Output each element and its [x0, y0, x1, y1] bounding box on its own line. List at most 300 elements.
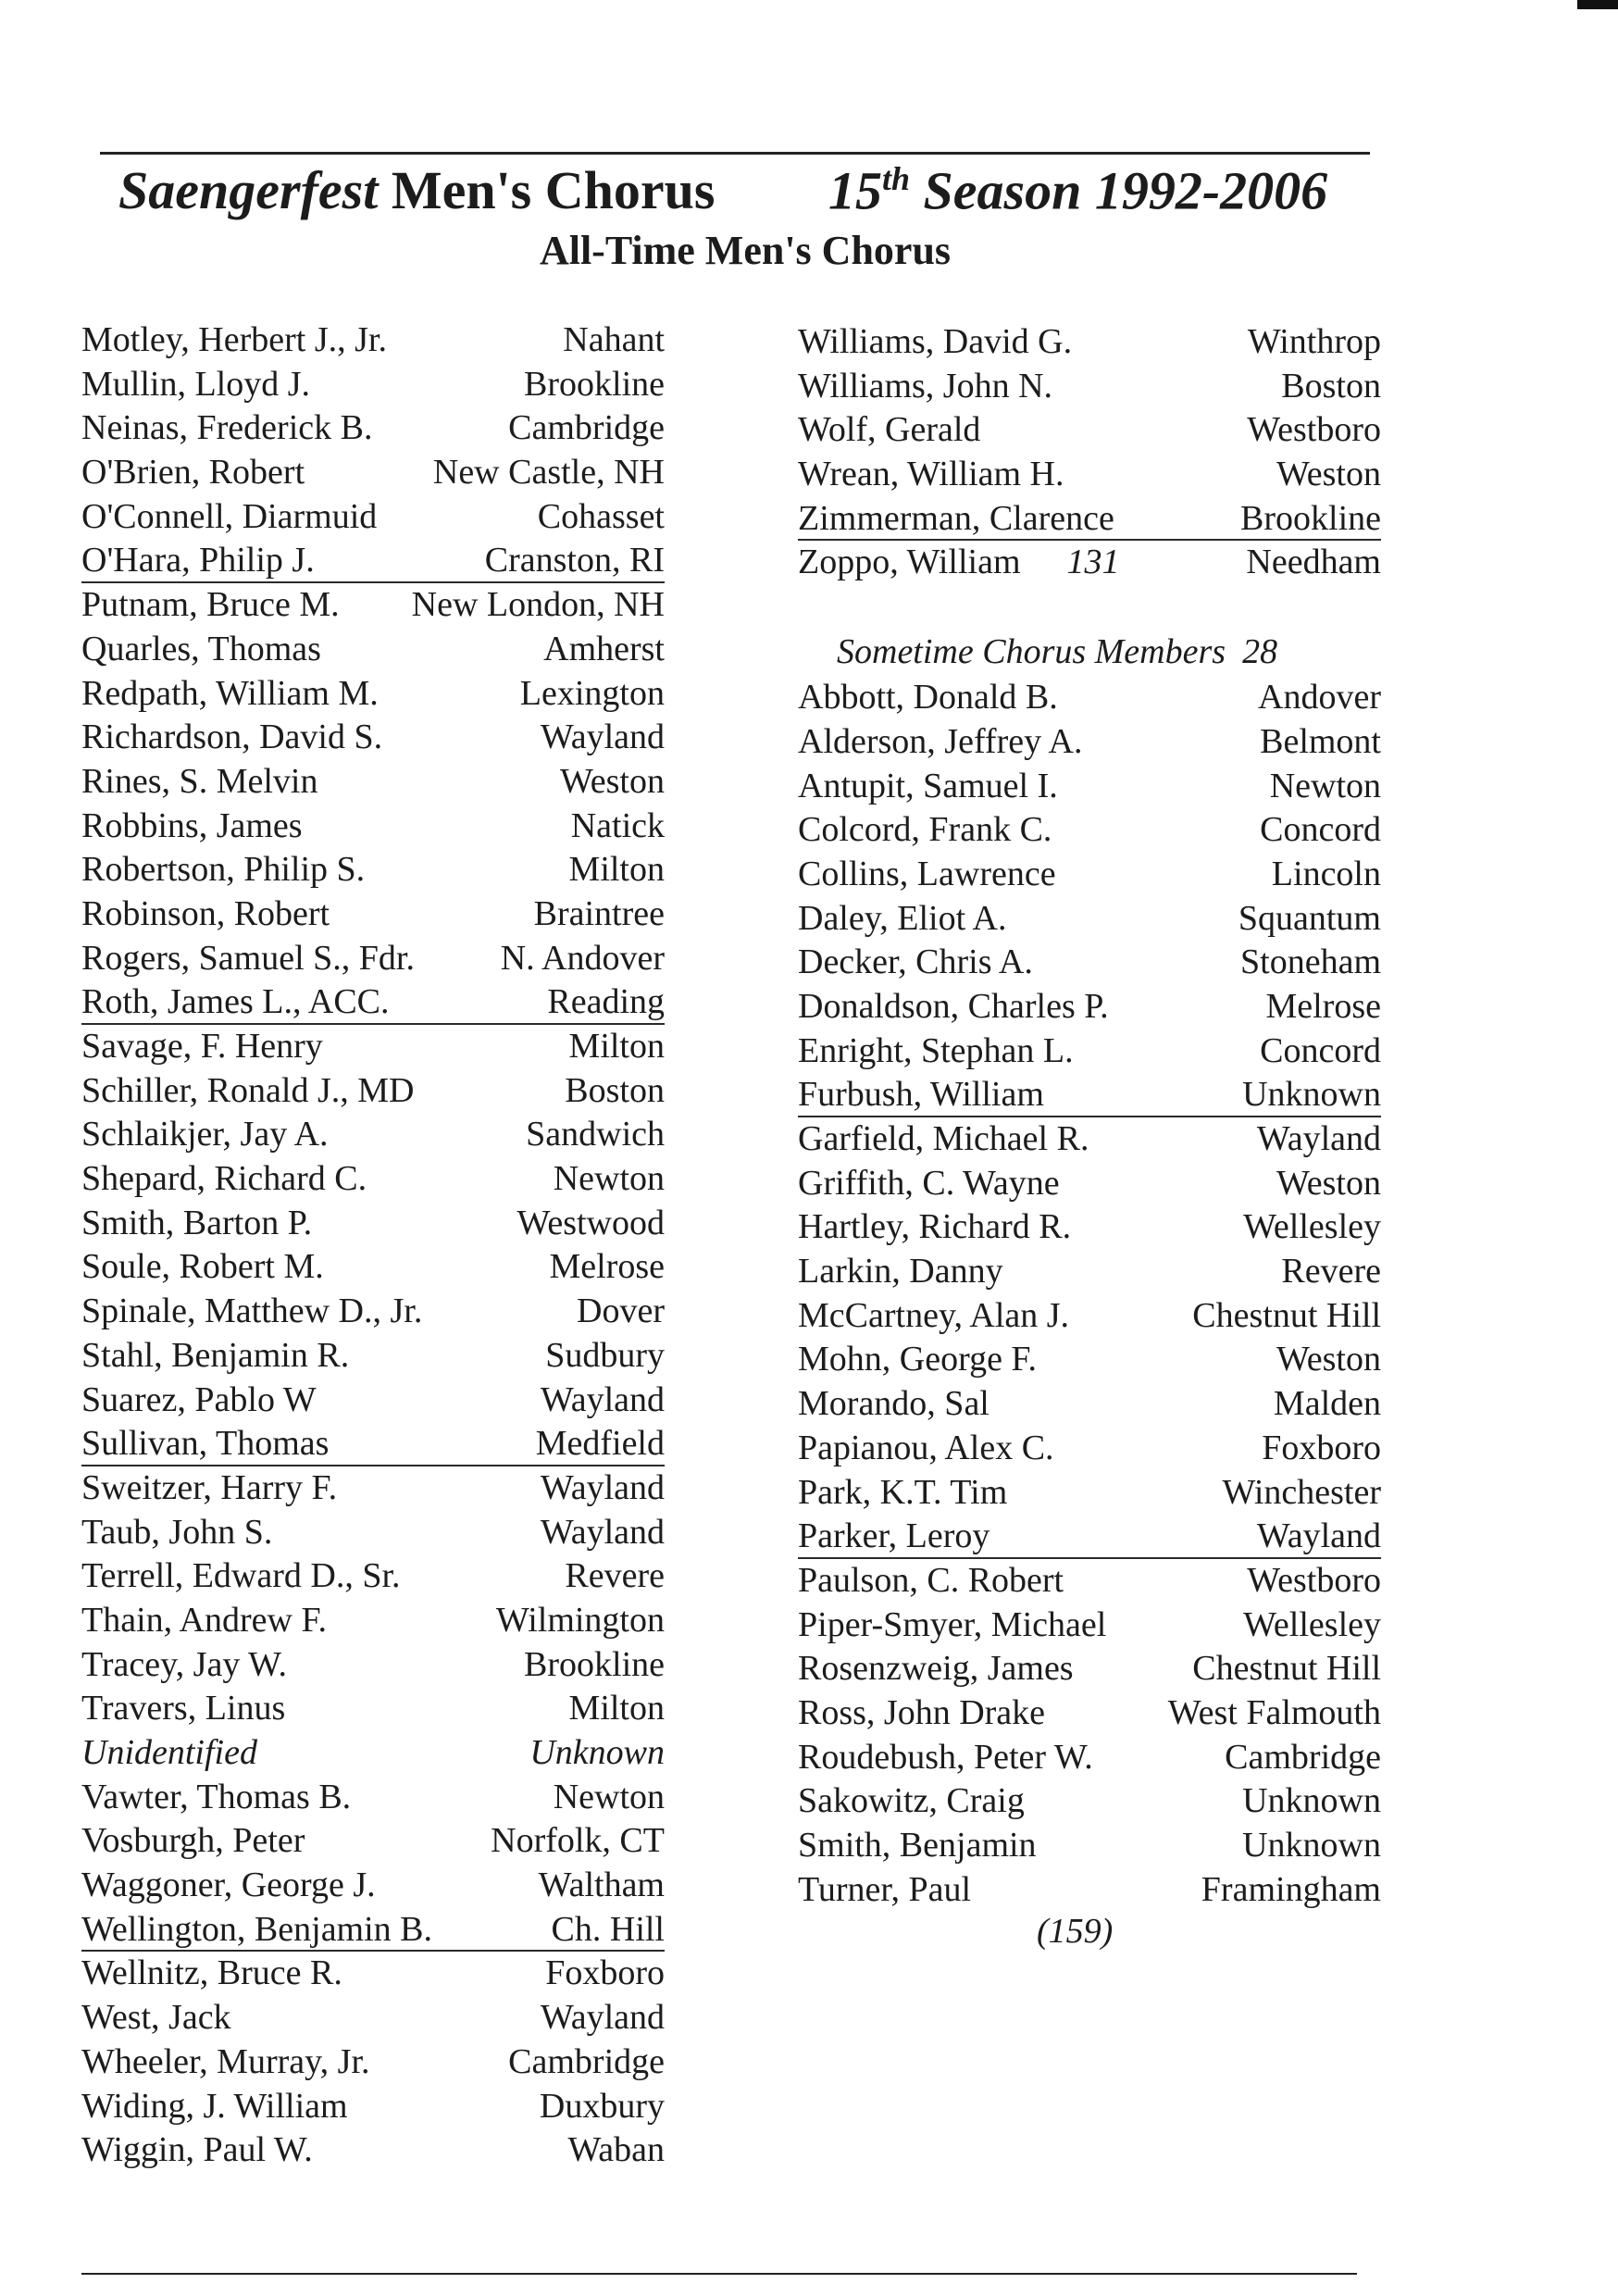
member-name: Redpath, William M.	[81, 673, 379, 713]
member-town: Wayland	[540, 1379, 665, 1419]
member-name-cell	[798, 853, 1056, 897]
member-row	[798, 1779, 1381, 1824]
member-row	[798, 320, 1381, 365]
member-town: Milton	[568, 850, 665, 890]
member-name: Wellington, Benjamin B.	[81, 1909, 433, 1949]
member-row	[798, 1338, 1381, 1382]
page-subtitle: All-Time Men's Chorus	[539, 228, 952, 273]
bottom-rule	[81, 2273, 1357, 2275]
member-name-cell	[81, 1379, 317, 1423]
member-name: Schiller, Ronald J., MD	[81, 1070, 415, 1110]
member-town: Unknown	[1242, 1075, 1381, 1115]
member-town: Milton	[568, 1689, 665, 1728]
member-name-cell	[81, 1996, 231, 2040]
member-name: Larkin, Danny	[798, 1252, 1003, 1292]
member-name-cell	[798, 1073, 1044, 1116]
member-town: Newton	[553, 1777, 665, 1816]
member-town: Andover	[1258, 678, 1381, 718]
member-name-cell	[81, 716, 382, 760]
member-town: Concord	[1260, 1030, 1381, 1070]
member-town: Weston	[559, 761, 665, 801]
member-town: Melrose	[1265, 986, 1381, 1026]
member-name-cell	[81, 1069, 414, 1114]
member-row	[798, 1427, 1381, 1471]
member-row	[798, 497, 1381, 542]
member-row	[81, 363, 665, 407]
season-rest: Season 1992-2006	[910, 160, 1328, 221]
member-row	[81, 1554, 665, 1599]
member-name: Putnam, Bruce M.	[81, 585, 340, 625]
member-name-cell	[81, 1157, 367, 1202]
member-town: Lincoln	[1271, 854, 1381, 893]
member-name: Turner, Paul	[798, 1869, 972, 1909]
member-name-cell	[81, 406, 372, 451]
member-row	[81, 1466, 665, 1511]
member-town: Malden	[1273, 1384, 1381, 1424]
member-name: Mohn, George F.	[798, 1340, 1038, 1379]
member-name: Rosenzweig, James	[798, 1649, 1074, 1689]
member-name-cell	[798, 365, 1052, 409]
brand-name: Saengerfest	[118, 160, 379, 220]
member-row	[81, 848, 665, 892]
member-name: Wheeler, Murray, Jr.	[81, 2041, 370, 2081]
member-town: Revere	[1281, 1252, 1381, 1292]
member-town: Revere	[565, 1556, 665, 1596]
member-name: McCartney, Alan J.	[798, 1295, 1070, 1335]
member-row	[81, 1908, 665, 1953]
member-name-cell	[798, 1647, 1074, 1691]
member-town: Wilmington	[495, 1600, 665, 1640]
member-row	[81, 892, 665, 937]
member-town: Milton	[568, 1027, 665, 1066]
member-name-cell	[81, 980, 390, 1023]
member-town: Needham	[1246, 543, 1381, 582]
member-name-cell	[798, 1471, 1007, 1516]
member-town: Natick	[570, 805, 665, 845]
member-town: Wayland	[540, 1512, 665, 1552]
member-row	[81, 980, 665, 1025]
member-town: Weston	[1276, 455, 1381, 494]
member-town: Wayland	[1256, 1516, 1381, 1556]
member-town: New London, NH	[411, 585, 665, 625]
member-name-cell	[798, 1515, 989, 1557]
member-row	[81, 1202, 665, 1246]
member-town: Cambridge	[1225, 1737, 1381, 1777]
member-name: Antupit, Samuel I.	[798, 766, 1058, 805]
member-name: Enright, Stephan L.	[798, 1030, 1074, 1070]
member-row	[798, 408, 1381, 453]
member-name-cell	[81, 937, 415, 981]
member-row	[798, 1647, 1381, 1691]
member-row	[798, 365, 1381, 409]
member-name: Ross, John Drake	[798, 1692, 1046, 1732]
member-name: Sakowitz, Craig	[798, 1781, 1025, 1821]
member-row	[81, 1952, 665, 1996]
member-name: Sweitzer, Harry F.	[81, 1467, 338, 1507]
left-member-list	[81, 318, 665, 2173]
member-town: Sandwich	[526, 1115, 665, 1154]
member-name: O'Brien, Robert	[81, 453, 305, 493]
member-name-cell	[81, 1334, 349, 1379]
member-town: Wellesley	[1243, 1604, 1381, 1644]
member-name-cell	[798, 1779, 1025, 1824]
member-town: Unknown	[1242, 1826, 1381, 1865]
member-town: Westboro	[1247, 1560, 1381, 1600]
member-name-cell	[798, 1294, 1069, 1339]
member-row	[798, 1205, 1381, 1250]
member-row	[81, 1819, 665, 1864]
member-name: Shepard, Richard C.	[81, 1159, 367, 1199]
member-name: Wrean, William H.	[798, 455, 1064, 494]
member-row	[81, 1864, 665, 1908]
member-row	[798, 941, 1381, 985]
member-name-cell	[81, 1290, 422, 1334]
member-row	[81, 451, 665, 495]
member-name: Decker, Chris A.	[798, 942, 1033, 982]
member-row	[798, 541, 1381, 585]
member-name-cell	[81, 318, 387, 363]
member-row	[81, 1996, 665, 2040]
member-row	[81, 1245, 665, 1290]
member-town: Wellesley	[1243, 1207, 1381, 1247]
member-row	[798, 1294, 1381, 1339]
member-name-cell	[81, 583, 340, 628]
member-name-cell	[798, 1736, 1093, 1780]
member-name: Daley, Eliot A.	[798, 898, 1007, 938]
member-row	[798, 1250, 1381, 1294]
member-name: Stahl, Benjamin R.	[81, 1335, 350, 1375]
member-name-cell	[798, 765, 1058, 809]
member-town: Newton	[553, 1159, 665, 1199]
member-town: Winchester	[1222, 1472, 1381, 1512]
member-town: Framingham	[1201, 1869, 1381, 1909]
season-ordinal: th	[882, 160, 911, 197]
member-town: Chestnut Hill	[1192, 1295, 1381, 1335]
member-name: Morando, Sal	[798, 1384, 989, 1424]
member-row	[81, 1731, 665, 1776]
member-row	[798, 1117, 1381, 1162]
member-name-cell	[798, 1338, 1037, 1382]
member-name: Schlaikjer, Jay A.	[81, 1115, 329, 1154]
member-name-cell	[81, 848, 365, 892]
member-row	[798, 1691, 1381, 1736]
page-header	[0, 159, 1618, 298]
member-name: Mullin, Lloyd J.	[81, 364, 311, 404]
member-name: Travers, Linus	[81, 1689, 286, 1728]
member-name-cell	[81, 760, 317, 805]
member-row	[798, 1559, 1381, 1603]
member-name: Spinale, Matthew D., Jr.	[81, 1292, 423, 1331]
member-name-cell	[798, 897, 1007, 942]
member-name: Hartley, Richard R.	[798, 1207, 1072, 1247]
member-town: Chestnut Hill	[1192, 1649, 1381, 1689]
section-gap	[798, 585, 1381, 628]
member-town: Unknown	[529, 1733, 665, 1772]
sometime-members-list	[798, 676, 1381, 1912]
member-name: Alderson, Jeffrey A.	[798, 721, 1083, 761]
member-town: Stoneham	[1240, 942, 1381, 982]
member-name-cell	[81, 805, 303, 849]
member-row	[798, 1073, 1381, 1117]
member-name-cell	[798, 541, 1120, 585]
member-name: Suarez, Pablo W	[81, 1379, 317, 1419]
member-name: Roudebush, Peter W.	[798, 1737, 1093, 1777]
member-name: Garfield, Michael R.	[798, 1119, 1089, 1158]
member-name: Smith, Benjamin	[798, 1826, 1037, 1865]
member-town: Brookline	[524, 1644, 665, 1684]
member-name: Smith, Barton P.	[81, 1203, 313, 1242]
title-rest: Men's Chorus	[378, 160, 716, 220]
member-name: Vawter, Thomas B.	[81, 1777, 352, 1816]
member-name-cell	[81, 451, 305, 495]
member-row	[798, 676, 1381, 720]
member-name: Taub, John S.	[81, 1512, 273, 1552]
member-name-cell	[798, 808, 1052, 853]
member-name-cell	[798, 720, 1082, 765]
member-name: Collins, Lawrence	[798, 854, 1056, 893]
member-name-cell	[81, 363, 310, 407]
member-name-cell	[81, 1776, 351, 1820]
member-town: Squantum	[1238, 898, 1381, 938]
member-town: Unknown	[1242, 1781, 1381, 1821]
scan-edge-mark	[1577, 0, 1618, 9]
member-row	[81, 672, 665, 717]
member-town: Amherst	[543, 629, 665, 668]
member-town: Belmont	[1260, 721, 1381, 761]
member-row	[798, 1471, 1381, 1516]
member-row	[81, 2085, 665, 2129]
member-row	[81, 1643, 665, 1688]
member-row	[798, 897, 1381, 942]
member-name: Paulson, C. Robert	[798, 1560, 1064, 1600]
member-row	[81, 1290, 665, 1334]
member-name-cell	[81, 1819, 305, 1864]
member-name-cell	[81, 628, 321, 672]
member-name: Piper-Smyer, Michael	[798, 1604, 1107, 1644]
member-name: Wolf, Gerald	[798, 410, 981, 450]
member-row	[81, 1157, 665, 1202]
member-name: Widing, J. William	[81, 2086, 348, 2126]
right-member-list	[798, 320, 1381, 1912]
member-town: Westwood	[517, 1203, 665, 1242]
member-row	[81, 760, 665, 805]
member-town: Waltham	[538, 1866, 665, 1905]
member-name: O'Hara, Philip J.	[81, 541, 315, 580]
member-town: Winthrop	[1247, 322, 1381, 361]
member-name: Thain, Andrew F.	[81, 1600, 328, 1640]
member-name-cell	[81, 1864, 376, 1908]
member-row	[81, 1687, 665, 1731]
member-name-cell	[81, 672, 379, 717]
member-name-cell	[81, 1025, 323, 1069]
member-town: Concord	[1260, 810, 1381, 850]
member-name: Savage, F. Henry	[81, 1027, 323, 1066]
member-name-cell	[798, 1824, 1037, 1868]
season-title	[828, 159, 1327, 221]
member-row	[81, 1511, 665, 1555]
member-name: Colcord, Frank C.	[798, 810, 1052, 850]
member-town: Medfield	[535, 1424, 665, 1464]
member-town: Sudbury	[545, 1335, 665, 1375]
page-total-count: (159)	[1037, 1912, 1114, 1951]
member-name: Robertson, Philip S.	[81, 850, 366, 890]
member-town: New Castle, NH	[432, 453, 665, 493]
member-name-cell	[81, 1245, 324, 1290]
member-row	[798, 1515, 1381, 1559]
member-name-cell	[81, 2128, 313, 2173]
member-town: Ch. Hill	[551, 1909, 665, 1949]
member-name-cell	[81, 1731, 257, 1776]
member-name-cell	[798, 1603, 1106, 1648]
member-town: Braintree	[533, 893, 665, 933]
member-name: Waggoner, George J.	[81, 1866, 376, 1905]
member-row	[81, 2128, 665, 2173]
member-name-cell	[798, 676, 1058, 720]
member-name-cell	[81, 2040, 370, 2085]
member-name-cell	[798, 941, 1033, 985]
member-name-cell	[81, 1202, 312, 1246]
member-name: Park, K.T. Tim	[798, 1472, 1008, 1512]
sometime-count: 28	[1242, 632, 1278, 672]
member-name-cell	[798, 1162, 1060, 1206]
member-row	[798, 1868, 1381, 1913]
member-name-cell	[81, 1952, 342, 1996]
member-name: Donaldson, Charles P.	[798, 986, 1109, 1026]
member-name-cell	[798, 1250, 1003, 1294]
member-row	[798, 720, 1381, 765]
member-name: Richardson, David S.	[81, 718, 383, 757]
member-town: Dover	[577, 1292, 665, 1331]
member-town: Cranston, RI	[484, 541, 665, 580]
member-count: 131	[1066, 543, 1120, 582]
chorus-title	[118, 159, 715, 221]
member-town: Newton	[1269, 766, 1381, 805]
member-row	[798, 985, 1381, 1029]
member-town: Wayland	[540, 1467, 665, 1507]
member-name: Sullivan, Thomas	[81, 1424, 330, 1464]
member-row	[798, 1162, 1381, 1206]
member-row	[81, 406, 665, 451]
member-town: Westboro	[1247, 410, 1381, 450]
member-name: Robinson, Robert	[81, 893, 330, 933]
member-name-cell	[798, 1868, 971, 1913]
member-name: Zoppo, William	[798, 543, 1021, 582]
member-row	[81, 1025, 665, 1069]
member-name-cell	[81, 2085, 348, 2129]
member-name-cell	[81, 1599, 327, 1643]
member-name: Terrell, Edward D., Sr.	[81, 1556, 401, 1596]
member-name-cell	[798, 408, 980, 453]
member-town: West Falmouth	[1167, 1692, 1381, 1732]
member-row	[81, 1599, 665, 1643]
member-row	[798, 1603, 1381, 1648]
member-name-cell	[798, 453, 1064, 497]
member-name: Williams, John N.	[798, 366, 1053, 406]
member-name: Soule, Robert M.	[81, 1247, 324, 1287]
member-row	[81, 1069, 665, 1114]
member-row	[798, 853, 1381, 897]
member-row	[81, 495, 665, 540]
member-town: Weston	[1276, 1163, 1381, 1203]
member-name: Vosburgh, Peter	[81, 1821, 305, 1861]
top-rule	[100, 152, 1370, 155]
member-row	[798, 1736, 1381, 1780]
member-name: Rogers, Samuel S., Fdr.	[81, 938, 415, 978]
member-name-cell	[798, 1205, 1071, 1250]
member-name-cell	[798, 1382, 989, 1427]
member-name-cell	[798, 1029, 1074, 1074]
member-name-cell	[798, 1117, 1089, 1162]
member-name: Tracey, Jay W.	[81, 1644, 288, 1684]
member-town: Wayland	[1256, 1119, 1381, 1158]
member-name-cell	[81, 1113, 329, 1157]
member-row	[81, 1379, 665, 1423]
member-name: Quarles, Thomas	[81, 629, 321, 668]
member-town: Wayland	[540, 718, 665, 757]
member-name: Abbott, Donald B.	[798, 678, 1058, 718]
member-row	[81, 2040, 665, 2085]
member-row	[798, 765, 1381, 809]
member-name: O'Connell, Diarmuid	[81, 496, 378, 536]
member-name: West, Jack	[81, 1998, 231, 2038]
member-town: Duxbury	[539, 2086, 665, 2126]
member-row	[81, 1776, 665, 1820]
member-town: Lexington	[519, 673, 665, 713]
member-name-cell	[798, 1691, 1045, 1736]
member-town: Wayland	[540, 1998, 665, 2038]
regular-members-continued	[798, 320, 1381, 585]
season-number: 15	[828, 160, 882, 221]
member-town: Waban	[567, 2130, 665, 2170]
member-row	[81, 318, 665, 363]
member-name-cell	[798, 1559, 1064, 1603]
member-name: Griffith, C. Wayne	[798, 1163, 1060, 1203]
member-name: Robbins, James	[81, 805, 303, 845]
member-name-cell	[81, 892, 330, 937]
member-name: Neinas, Frederick B.	[81, 408, 373, 448]
member-name-cell	[81, 1511, 272, 1555]
member-name: Papianou, Alex C.	[798, 1428, 1054, 1467]
sometime-members-heading	[798, 628, 1381, 676]
member-name-cell	[81, 1554, 401, 1599]
member-row	[81, 716, 665, 760]
member-row	[81, 805, 665, 849]
member-name-cell	[798, 985, 1109, 1029]
member-name-cell	[81, 539, 315, 581]
member-town: Reading	[547, 982, 665, 1022]
member-row	[798, 453, 1381, 497]
member-row	[81, 1422, 665, 1466]
member-name: Motley, Herbert J., Jr.	[81, 320, 387, 359]
member-town: Norfolk, CT	[491, 1821, 665, 1861]
member-name: Roth, James L., ACC.	[81, 982, 390, 1022]
member-town: Brookline	[524, 364, 665, 404]
member-town: Boston	[1281, 366, 1381, 406]
member-name: Rines, S. Melvin	[81, 761, 318, 801]
member-name-cell	[798, 497, 1114, 540]
member-name: Zimmerman, Clarence	[798, 498, 1114, 538]
sometime-heading-text: Sometime Chorus Members	[837, 632, 1226, 672]
member-row	[81, 583, 665, 628]
member-name: Furbush, William	[798, 1075, 1044, 1115]
member-town: Foxboro	[1262, 1428, 1381, 1467]
member-name: Williams, David G.	[798, 322, 1073, 361]
member-town: Weston	[1276, 1340, 1381, 1379]
member-name-cell	[81, 1643, 287, 1688]
member-town: Cambridge	[508, 2041, 665, 2081]
member-name: Parker, Leroy	[798, 1516, 990, 1556]
member-name-cell	[81, 1466, 337, 1511]
